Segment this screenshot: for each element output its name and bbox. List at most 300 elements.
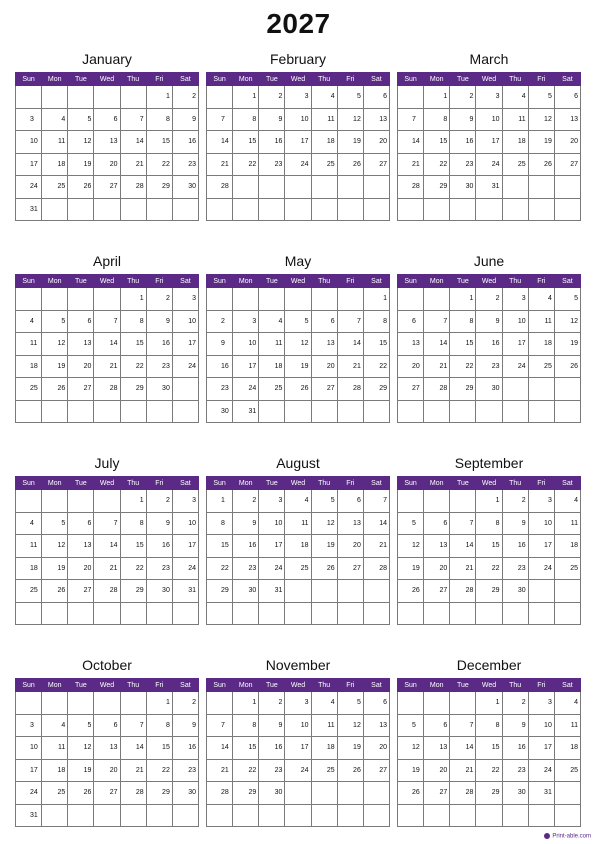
day-cell: 18 [285,535,311,558]
weekday-header: Mon [42,679,68,692]
day-cell: 2 [146,288,172,311]
day-cell: 3 [502,288,528,311]
day-cell [528,400,554,423]
weekday-header: Sun [398,275,424,288]
week-row [398,557,581,580]
day-cell: 11 [42,737,68,760]
day-cell [337,288,363,311]
day-cell: 4 [42,714,68,737]
day-cell: 1 [450,288,476,311]
day-cell [94,602,120,625]
day-cell [450,804,476,827]
day-cell: 28 [398,176,424,199]
day-cell [528,804,554,827]
day-cell: 2 [502,490,528,513]
day-cell [363,602,389,625]
day-cell: 4 [554,490,580,513]
day-cell [311,804,337,827]
day-cell: 5 [398,512,424,535]
day-cell: 29 [146,782,172,805]
day-cell: 11 [16,333,42,356]
weekday-header: Sun [398,477,424,490]
weekday-header: Sun [16,73,42,86]
day-cell: 27 [424,782,450,805]
month-september [397,450,581,642]
week-row [398,400,581,423]
month-june [397,248,581,440]
day-cell: 5 [528,86,554,109]
weekday-header: Tue [450,477,476,490]
day-cell: 30 [172,176,198,199]
weekday-header: Sat [554,73,580,86]
day-cell: 6 [554,86,580,109]
day-cell: 31 [172,580,198,603]
day-cell: 1 [233,86,259,109]
week-row [398,310,581,333]
day-cell: 27 [311,378,337,401]
day-cell: 21 [450,759,476,782]
day-cell: 9 [259,108,285,131]
week-row [398,490,581,513]
day-cell: 7 [337,310,363,333]
day-cell: 8 [476,714,502,737]
weekday-header: Fri [337,679,363,692]
day-cell [68,198,94,221]
day-cell [311,602,337,625]
week-row [16,692,199,715]
weekday-header: Tue [450,275,476,288]
week-row [16,288,199,311]
day-cell [528,176,554,199]
day-cell: 25 [42,782,68,805]
day-cell [68,602,94,625]
weekday-header: Wed [94,477,120,490]
day-cell: 25 [285,557,311,580]
month-march [397,46,581,238]
day-cell: 16 [146,333,172,356]
day-cell [16,692,42,715]
day-cell [120,692,146,715]
day-cell: 21 [424,355,450,378]
day-cell: 26 [311,557,337,580]
day-cell: 19 [337,737,363,760]
day-cell: 19 [398,759,424,782]
day-cell [94,400,120,423]
day-cell: 23 [172,153,198,176]
week-row [207,602,390,625]
day-cell [207,288,233,311]
day-cell: 18 [42,153,68,176]
weekday-header: Wed [285,679,311,692]
day-cell: 19 [311,535,337,558]
day-cell [450,692,476,715]
day-cell: 17 [285,131,311,154]
day-cell: 5 [398,714,424,737]
day-cell [68,692,94,715]
day-cell: 3 [16,108,42,131]
week-row [207,804,390,827]
months-grid [15,46,581,844]
weekday-header-row [16,679,199,692]
week-row [398,108,581,131]
weekday-header: Wed [94,679,120,692]
day-cell: 16 [476,333,502,356]
day-cell: 15 [233,737,259,760]
day-cell: 3 [285,86,311,109]
day-cell: 8 [424,108,450,131]
day-cell [68,490,94,513]
day-cell [476,602,502,625]
week-row [16,355,199,378]
day-cell: 14 [94,535,120,558]
day-cell: 18 [16,355,42,378]
weekday-header: Mon [424,275,450,288]
day-cell: 12 [42,333,68,356]
week-row [398,86,581,109]
week-row [207,782,390,805]
weekday-header: Thu [120,275,146,288]
month-title: June [473,253,505,269]
day-cell: 22 [146,759,172,782]
day-cell: 18 [554,737,580,760]
day-cell: 6 [94,714,120,737]
week-row [207,288,390,311]
week-row [398,714,581,737]
day-cell: 26 [554,355,580,378]
weekday-header-row [16,275,199,288]
day-cell: 1 [120,288,146,311]
week-row [398,378,581,401]
day-cell [528,602,554,625]
day-cell: 9 [172,714,198,737]
weekday-header: Tue [68,275,94,288]
day-cell [233,602,259,625]
day-cell: 19 [398,557,424,580]
day-cell: 30 [233,580,259,603]
weekday-header: Wed [285,477,311,490]
day-cell: 2 [207,310,233,333]
brand-logo-icon [544,833,550,839]
week-row [16,759,199,782]
day-cell: 13 [94,131,120,154]
day-cell: 20 [68,557,94,580]
day-cell: 12 [68,737,94,760]
day-cell [398,288,424,311]
day-cell: 2 [259,692,285,715]
weekday-header: Sun [398,73,424,86]
week-row [16,131,199,154]
day-cell [337,782,363,805]
day-cell: 22 [363,355,389,378]
month-calendar-table [15,476,199,625]
day-cell: 24 [285,153,311,176]
week-row [16,580,199,603]
weekday-header: Fri [337,73,363,86]
weekday-header-row [207,477,390,490]
day-cell [337,580,363,603]
day-cell: 28 [120,782,146,805]
day-cell: 17 [476,131,502,154]
day-cell: 22 [120,557,146,580]
week-row [16,378,199,401]
day-cell [424,400,450,423]
day-cell: 20 [94,153,120,176]
day-cell: 21 [120,759,146,782]
day-cell: 15 [476,535,502,558]
day-cell [146,602,172,625]
day-cell [259,804,285,827]
weekday-header-row [207,679,390,692]
weekday-header-row [207,275,390,288]
day-cell: 9 [172,108,198,131]
day-cell [68,86,94,109]
day-cell: 14 [450,737,476,760]
day-cell [554,602,580,625]
day-cell: 2 [476,288,502,311]
day-cell: 20 [398,355,424,378]
day-cell: 5 [42,310,68,333]
day-cell: 9 [207,333,233,356]
day-cell: 17 [528,737,554,760]
weekday-header: Mon [233,73,259,86]
day-cell: 31 [259,580,285,603]
weekday-header: Sat [554,275,580,288]
day-cell: 10 [233,333,259,356]
day-cell: 31 [16,804,42,827]
day-cell: 20 [311,355,337,378]
day-cell [363,782,389,805]
day-cell: 2 [146,490,172,513]
month-calendar-table [397,476,581,625]
weekday-header: Fri [146,477,172,490]
week-row [207,378,390,401]
day-cell: 6 [424,512,450,535]
day-cell: 28 [94,580,120,603]
day-cell: 6 [337,490,363,513]
day-cell: 1 [146,692,172,715]
week-row [207,153,390,176]
week-row [16,153,199,176]
day-cell: 4 [16,512,42,535]
day-cell: 22 [233,759,259,782]
day-cell [424,198,450,221]
day-cell [94,198,120,221]
day-cell: 28 [363,557,389,580]
day-cell: 1 [476,490,502,513]
day-cell: 21 [207,153,233,176]
week-row [398,288,581,311]
day-cell [42,288,68,311]
day-cell: 13 [398,333,424,356]
day-cell [311,198,337,221]
day-cell: 14 [337,333,363,356]
day-cell: 3 [16,714,42,737]
day-cell: 23 [207,378,233,401]
day-cell: 31 [233,400,259,423]
month-title: September [454,455,524,471]
day-cell: 10 [16,737,42,760]
day-cell [172,198,198,221]
day-cell: 4 [285,490,311,513]
day-cell: 20 [363,131,389,154]
day-cell: 16 [146,535,172,558]
week-row [207,176,390,199]
month-calendar-table [397,72,581,221]
day-cell: 27 [94,176,120,199]
weekday-header: Fri [146,679,172,692]
day-cell: 3 [476,86,502,109]
day-cell: 14 [450,535,476,558]
day-cell: 13 [337,512,363,535]
day-cell: 16 [450,131,476,154]
day-cell: 15 [120,333,146,356]
day-cell: 11 [16,535,42,558]
weekday-header: Sat [172,73,198,86]
day-cell [259,176,285,199]
day-cell: 21 [363,535,389,558]
day-cell: 19 [68,153,94,176]
day-cell: 19 [554,333,580,356]
day-cell: 1 [233,692,259,715]
day-cell: 20 [94,759,120,782]
day-cell: 2 [259,86,285,109]
day-cell: 15 [207,535,233,558]
day-cell: 7 [207,714,233,737]
day-cell: 17 [233,355,259,378]
day-cell [42,400,68,423]
day-cell [207,692,233,715]
day-cell: 8 [146,108,172,131]
weekday-header: Fri [146,73,172,86]
day-cell: 27 [424,580,450,603]
week-row [398,333,581,356]
week-row [16,400,199,423]
day-cell [16,490,42,513]
day-cell: 30 [146,378,172,401]
week-row [398,759,581,782]
day-cell: 31 [528,782,554,805]
day-cell: 27 [363,759,389,782]
weekday-header: Sat [172,275,198,288]
week-row [16,86,199,109]
day-cell: 9 [450,108,476,131]
week-row [16,557,199,580]
weekday-header: Mon [42,477,68,490]
day-cell [337,400,363,423]
day-cell: 20 [337,535,363,558]
day-cell: 28 [450,580,476,603]
day-cell: 26 [285,378,311,401]
weekday-header: Thu [120,73,146,86]
day-cell [233,288,259,311]
day-cell: 12 [68,131,94,154]
day-cell [285,804,311,827]
weekday-header: Thu [311,275,337,288]
weekday-header: Fri [337,275,363,288]
month-calendar-table [15,274,199,423]
weekday-header: Tue [259,679,285,692]
day-cell [68,288,94,311]
day-cell [42,86,68,109]
weekday-header: Thu [502,679,528,692]
day-cell [120,86,146,109]
day-cell: 12 [285,333,311,356]
day-cell: 23 [146,355,172,378]
week-row [398,602,581,625]
month-title: February [269,51,327,67]
day-cell: 3 [172,288,198,311]
weekday-header-row [16,73,199,86]
day-cell: 12 [398,535,424,558]
week-row [16,737,199,760]
day-cell: 4 [554,692,580,715]
day-cell: 7 [363,490,389,513]
day-cell: 25 [42,176,68,199]
day-cell: 10 [502,310,528,333]
weekday-header: Tue [259,477,285,490]
day-cell: 15 [363,333,389,356]
day-cell: 20 [68,355,94,378]
day-cell: 16 [259,737,285,760]
day-cell: 25 [502,153,528,176]
day-cell: 9 [476,310,502,333]
weekday-header: Sun [207,73,233,86]
week-row [16,490,199,513]
day-cell [94,490,120,513]
day-cell: 4 [311,692,337,715]
weekday-header: Tue [68,679,94,692]
day-cell: 8 [120,310,146,333]
day-cell: 1 [207,490,233,513]
month-calendar-table [206,678,390,827]
day-cell [120,602,146,625]
week-row [207,333,390,356]
weekday-header: Sat [554,477,580,490]
day-cell [554,400,580,423]
day-cell: 20 [424,557,450,580]
weekday-header: Mon [42,275,68,288]
day-cell: 14 [207,131,233,154]
week-row [207,557,390,580]
weekday-header: Thu [120,477,146,490]
day-cell: 7 [450,512,476,535]
day-cell [476,198,502,221]
day-cell: 10 [528,714,554,737]
day-cell [233,176,259,199]
day-cell: 1 [476,692,502,715]
day-cell: 17 [16,759,42,782]
day-cell: 8 [233,714,259,737]
day-cell [16,400,42,423]
day-cell [554,782,580,805]
day-cell: 6 [398,310,424,333]
month-title: March [469,51,509,67]
day-cell: 13 [94,737,120,760]
week-row [207,737,390,760]
weekday-header: Sun [207,679,233,692]
day-cell [16,86,42,109]
week-row [398,512,581,535]
day-cell: 12 [42,535,68,558]
day-cell: 26 [42,378,68,401]
day-cell: 8 [363,310,389,333]
day-cell [172,378,198,401]
day-cell: 21 [94,355,120,378]
day-cell [502,176,528,199]
day-cell [259,400,285,423]
day-cell [42,198,68,221]
day-cell [285,400,311,423]
